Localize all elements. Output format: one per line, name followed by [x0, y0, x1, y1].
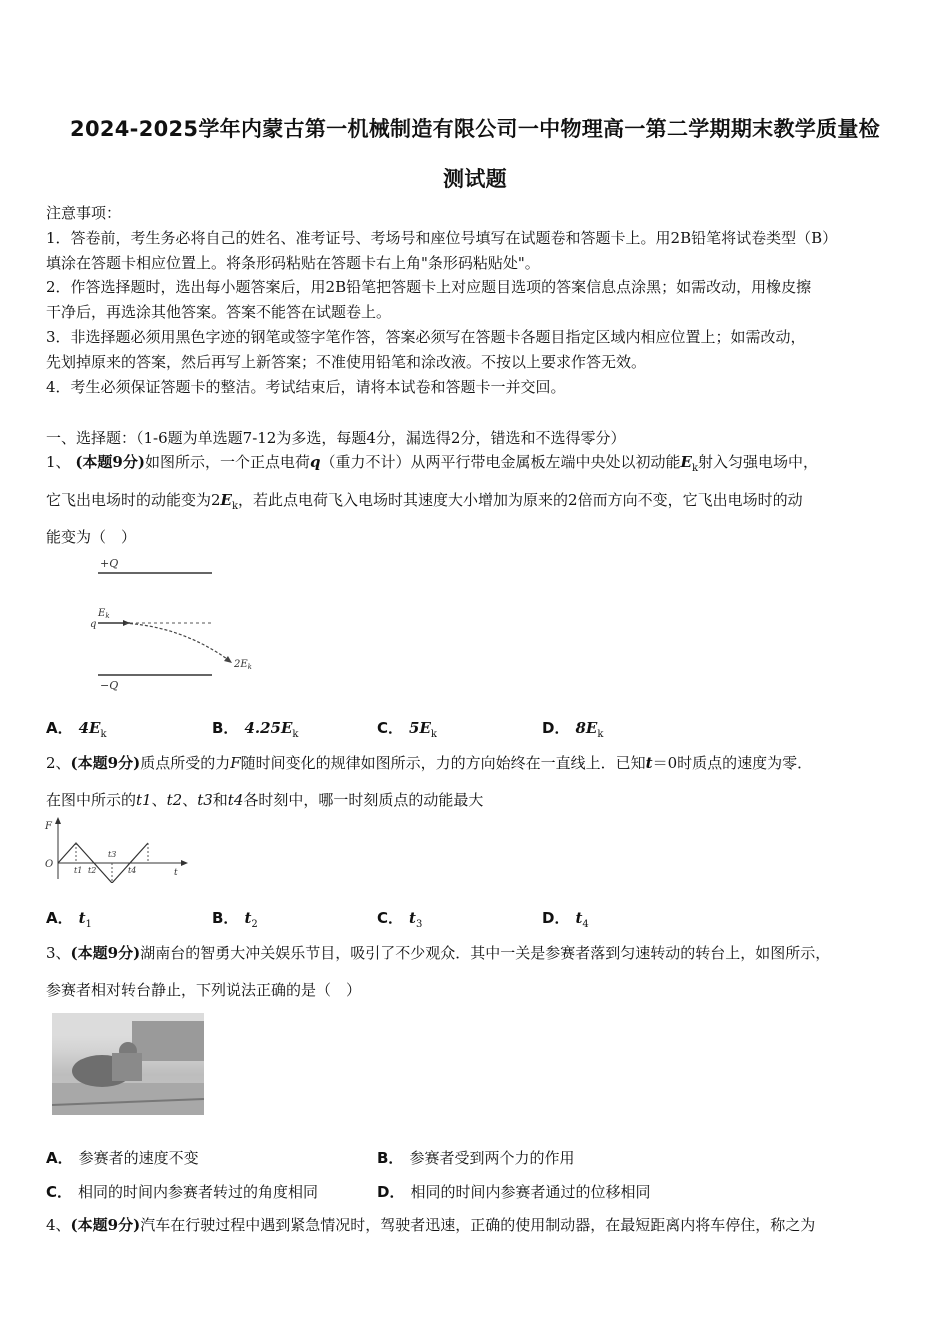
question-3-line-1: 3、(本题9分)湖南台的智勇大冲关娱乐节目，吸引了不少观众．其中一关是参赛者落到匀速转动的转台上，如图所示，: [46, 944, 831, 962]
question-2-line-2: 在图中所示的t1、t2、t3和t4各时刻中，哪一时刻质点的动能最大: [46, 791, 484, 809]
question-2-line-1: 2、(本题9分)质点所受的力F随时间变化的规律如图所示，力的方向始终在一直线上．已知t＝0时质点的速度为零．: [46, 754, 813, 772]
t2-tick: t2: [88, 866, 97, 875]
page-title: 2024-2025学年内蒙古第一机械制造有限公司一中物理高一第二学期期末教学质量检: [70, 117, 880, 141]
question-score: (本题9分): [75, 453, 145, 471]
question-number: 2、: [46, 754, 71, 772]
notice-line: 2．作答选择题时，选出每小题答案后，用2B铅笔把答题卡上对应题目选项的答案信息点涂黑；如需改动，用橡皮擦: [46, 278, 812, 296]
question-number: 1、: [46, 453, 71, 471]
notice-line: 4．考生必须保证答题卡的整洁。考试结束后，请将本试卷和答题卡一并交回。: [46, 378, 566, 396]
notice-line: 3．非选择题必须用黑色字迹的钢笔或签字笔作答，答案必须写在答题卡各题目指定区域内相应位置上；如需改动，: [46, 328, 806, 346]
origin-label: O: [45, 859, 54, 870]
q1-option-b[interactable]: B． $4.25E_k$: [212, 719, 299, 740]
force-time-graph: [42, 817, 192, 883]
q1-option-a[interactable]: A． $4E_k$: [46, 719, 107, 740]
t-label: t: [174, 868, 178, 878]
q3-option-b[interactable]: B． 参赛者受到两个力的作用: [377, 1149, 575, 1167]
photo-stands: [132, 1021, 204, 1061]
question-1-line-2: 它飞出电场时的动能变为$2E_k$，若此点电荷飞入电场时其速度大小增加为原来的2倍而方向不变，它飞出电场时的动: [46, 491, 803, 512]
t1-tick: t1: [74, 866, 83, 875]
question-3-line-2: 参赛者相对转台静止，下列说法正确的是（ ）: [46, 981, 362, 999]
q3-option-a[interactable]: A． 参赛者的速度不变: [46, 1149, 199, 1167]
section-heading: 一、选择题：（1-6题为单选题7-12为多选，每题4分，漏选得2分，错选和不选得零分）: [46, 429, 626, 447]
t4-tick: t4: [128, 866, 137, 875]
q2-option-c[interactable]: C． $t_3$: [377, 909, 423, 930]
question-number: 4、: [46, 1216, 71, 1234]
plus-q-label: +Q: [100, 557, 119, 570]
turntable-photo: [52, 1013, 204, 1115]
photo-sketch: [52, 1013, 204, 1115]
t3-tick: t3: [108, 850, 117, 859]
q2-option-a[interactable]: A． $t_1$: [46, 909, 92, 930]
minus-q-label: −Q: [100, 679, 119, 692]
notice-line: 1．答卷前，考生务必将自己的姓名、准考证号、考场号和座位号填写在试题卷和答题卡上。用2B铅笔将试卷类型（B）: [46, 229, 838, 247]
q1-option-d[interactable]: D． $8E_k$: [542, 719, 604, 740]
t-axis-arrow: [181, 860, 188, 866]
q2-option-b[interactable]: B． $t_2$: [212, 909, 258, 930]
question-score: (本题9分): [70, 1216, 141, 1234]
notice-line: 先划掉原来的答案，然后再写上新答案；不准使用铅笔和涂改液。不按以上要求作答无效。: [46, 353, 647, 371]
notice-line: 填涂在答题卡相应位置上。将条形码粘贴在答题卡右上角"条形码粘贴处"。: [46, 254, 540, 272]
charge-label: q: [90, 619, 97, 630]
capacitor-figure: [60, 553, 280, 693]
question-score: (本题9分): [70, 944, 141, 962]
question-number: 3、: [46, 944, 71, 962]
question-4-line-1: 4、(本题9分)汽车在行驶过程中遇到紧急情况时，驾驶者迅速，正确的使用制动器，在最短距离内将车停住，称之为: [46, 1216, 816, 1234]
photo-person-body: [112, 1053, 142, 1081]
q3-option-d[interactable]: D． 相同的时间内参赛者通过的位移相同: [377, 1183, 651, 1201]
q3-option-c[interactable]: C． 相同的时间内参赛者转过的角度相同: [46, 1183, 319, 1201]
f-label: F: [45, 821, 52, 832]
question-1-line-3: 能变为（ ）: [46, 528, 137, 546]
question-score: (本题9分): [70, 754, 141, 772]
page-title-cont: 测试题: [443, 167, 507, 191]
f-axis-arrow: [55, 817, 61, 824]
q2-option-d[interactable]: D． $t_4$: [542, 909, 589, 930]
2ek-label: $2E_k$: [234, 659, 252, 671]
ek-label: $E_k$: [98, 608, 110, 620]
notice-heading: 注意事项：: [46, 204, 122, 222]
q1-option-c[interactable]: C． $5E_k$: [377, 719, 437, 740]
trajectory: [120, 623, 230, 661]
question-1-line-1: 1、 (本题9分)如图所示，一个正点电荷q（重力不计）从两平行带电金属板左端中央处以初动能$E_k$射入匀强电场中，: [46, 453, 819, 474]
notice-line: 干净后，再选涂其他答案。答案不能答在试题卷上。: [46, 303, 392, 321]
